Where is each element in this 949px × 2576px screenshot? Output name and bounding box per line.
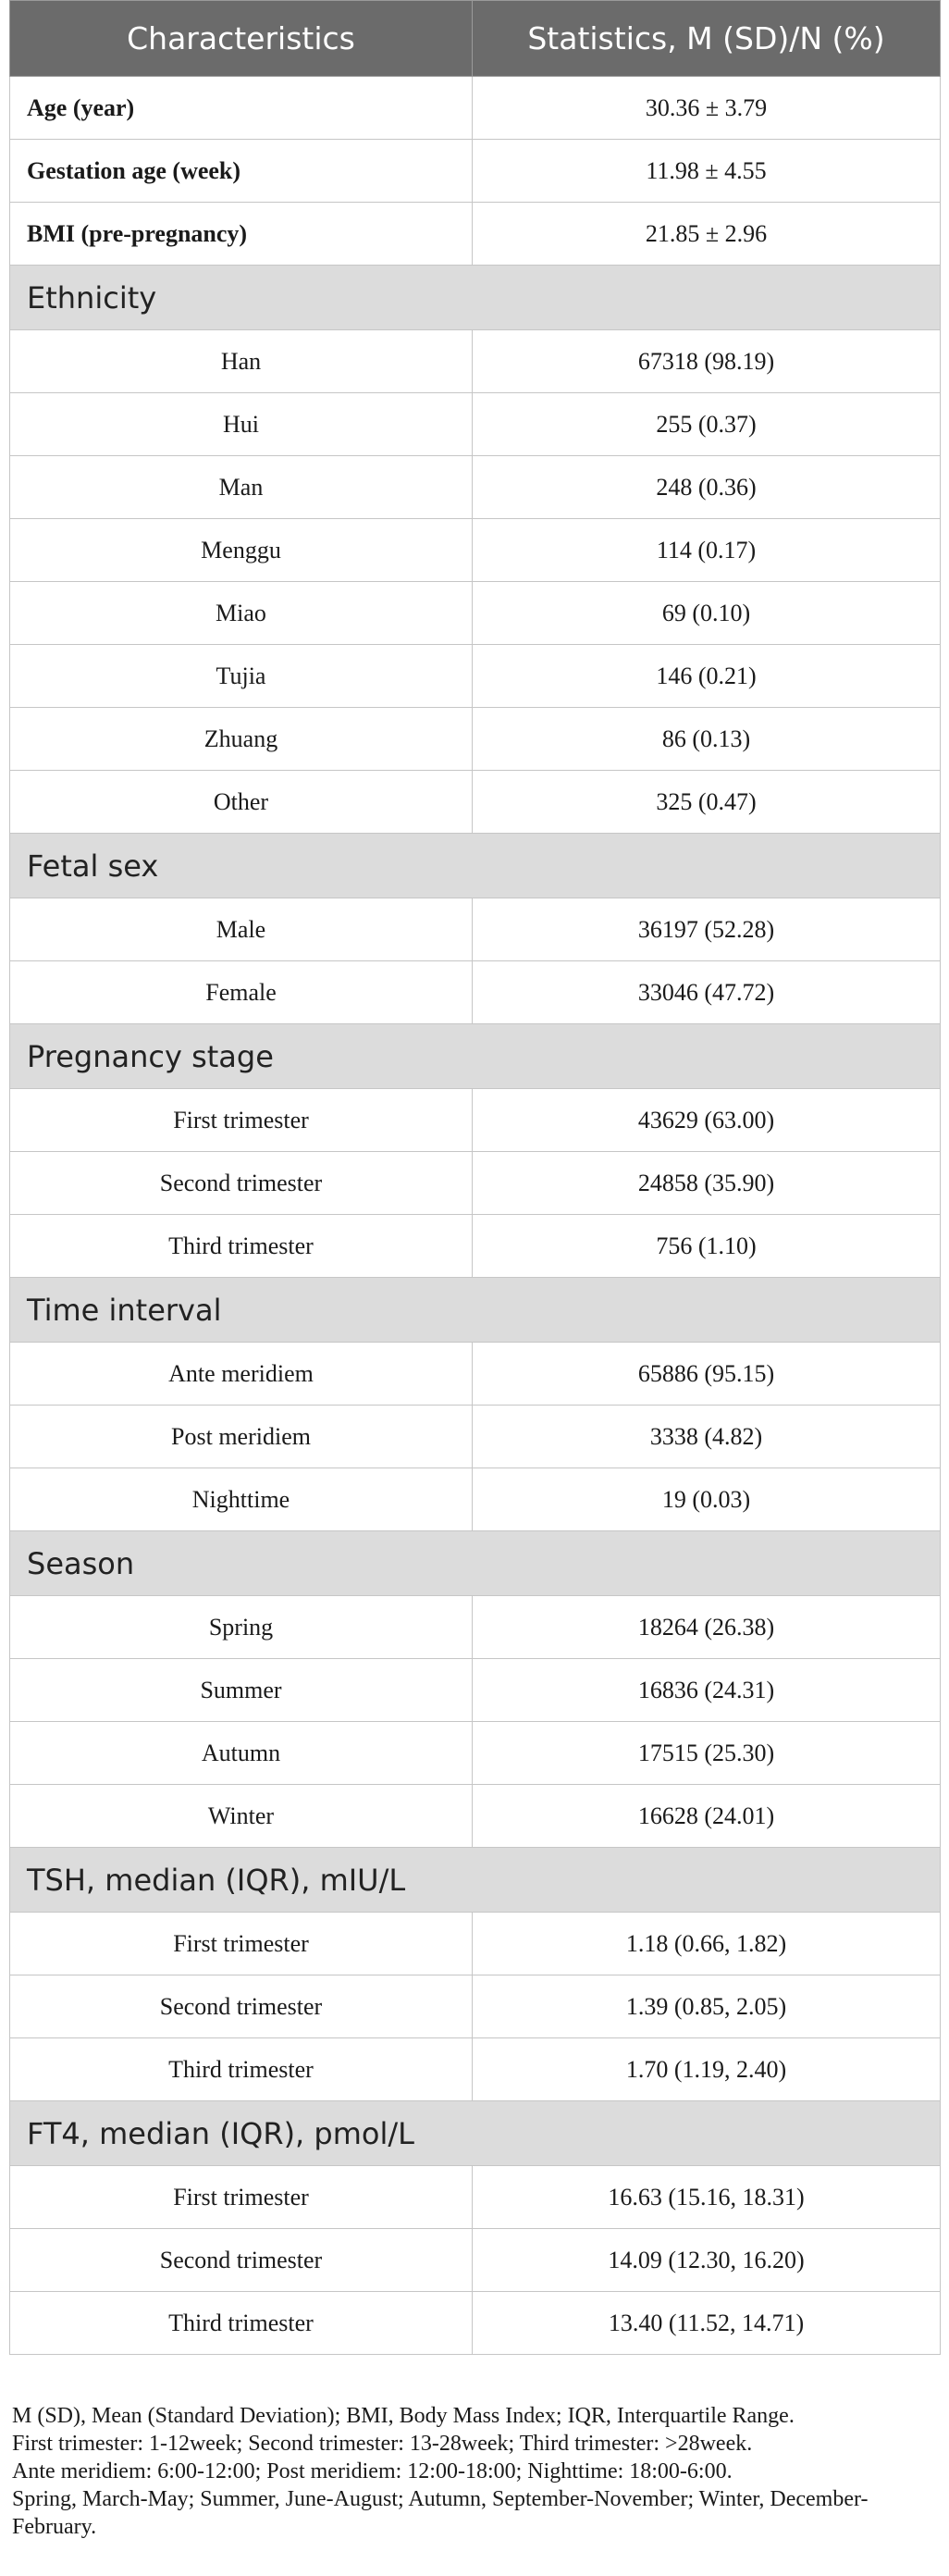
row-label: Third trimester [10,2292,473,2355]
table-row [10,771,941,834]
table-row [10,140,941,203]
row-label: Nighttime [10,1468,473,1531]
row-value: 65886 (95.15) [473,1343,941,1406]
table-row [10,1406,941,1468]
section-label: TSH, median (IQR), mIU/L [10,1848,941,1913]
row-value: 17515 (25.30) [473,1722,941,1785]
table-row [10,330,941,393]
table-row [10,519,941,582]
row-label: Second trimester [10,1975,473,2038]
table-row [10,2038,941,2101]
table-row [10,2229,941,2292]
row-label: Gestation age (week) [10,140,473,203]
row-value: 16.63 (15.16, 18.31) [473,2166,941,2229]
section-label: Season [10,1531,941,1596]
row-label: Ante meridiem [10,1343,473,1406]
row-label: Menggu [10,519,473,582]
row-label: Spring [10,1596,473,1659]
row-label: Man [10,456,473,519]
table-row [10,1975,941,2038]
table-row [10,1468,941,1531]
section-header-row [10,1848,941,1913]
row-value: 33046 (47.72) [473,961,941,1024]
row-value: 756 (1.10) [473,1215,941,1278]
row-value: 21.85 ± 2.96 [473,203,941,266]
row-label: Third trimester [10,2038,473,2101]
section-label: Pregnancy stage [10,1024,941,1089]
section-header-row [10,1024,941,1089]
row-label: Second trimester [10,1152,473,1215]
section-label: FT4, median (IQR), pmol/L [10,2101,941,2166]
row-label: Summer [10,1659,473,1722]
footnote-line: Spring, March-May; Summer, June-August; Autumn, September-November; Winter, December-February. [12,2487,869,2539]
row-label: Zhuang [10,708,473,771]
row-value: 16628 (24.01) [473,1785,941,1848]
section-header-row [10,2101,941,2166]
row-value: 30.36 ± 3.79 [473,77,941,140]
table-row [10,1343,941,1406]
footnote-line: First trimester: 1-12week; Second trimester: 13-28week; Third trimester: >28week. [12,2432,753,2456]
section-header-row [10,1531,941,1596]
section-label: Ethnicity [10,266,941,330]
section-label: Fetal sex [10,834,941,898]
section-header-row [10,266,941,330]
row-value: 248 (0.36) [473,456,941,519]
row-label: Autumn [10,1722,473,1785]
row-value: 11.98 ± 4.55 [473,140,941,203]
row-label: Han [10,330,473,393]
row-value: 16836 (24.31) [473,1659,941,1722]
row-label: First trimester [10,1913,473,1975]
table-row [10,898,941,961]
row-value: 13.40 (11.52, 14.71) [473,2292,941,2355]
row-label: Winter [10,1785,473,1848]
row-label: Second trimester [10,2229,473,2292]
row-value: 114 (0.17) [473,519,941,582]
row-value: 18264 (26.38) [473,1596,941,1659]
table-row [10,456,941,519]
row-label: First trimester [10,1089,473,1152]
row-label: Other [10,771,473,834]
table-row [10,1152,941,1215]
table-row [10,1089,941,1152]
table-row [10,77,941,140]
row-value: 14.09 (12.30, 16.20) [473,2229,941,2292]
row-value: 255 (0.37) [473,393,941,456]
table-row [10,203,941,266]
table-row [10,1785,941,1848]
row-value: 146 (0.21) [473,645,941,708]
section-header-row [10,1278,941,1343]
characteristics-table [9,0,941,2355]
table-row [10,645,941,708]
table-body [10,77,941,2355]
table-row [10,708,941,771]
footnote-line: Ante meridiem: 6:00-12:00; Post meridiem: 12:00-18:00; Nighttime: 18:00-6:00. [12,2459,733,2483]
table-row [10,2292,941,2355]
footnote-line: M (SD), Mean (Standard Deviation); BMI, Body Mass Index; IQR, Interquartile Range. [12,2404,795,2428]
row-label: Tujia [10,645,473,708]
table-footnotes [12,2402,937,2541]
row-value: 24858 (35.90) [473,1152,941,1215]
section-label: Time interval [10,1278,941,1343]
row-value: 19 (0.03) [473,1468,941,1531]
row-label: Post meridiem [10,1406,473,1468]
row-value: 1.18 (0.66, 1.82) [473,1913,941,1975]
row-label: BMI (pre-pregnancy) [10,203,473,266]
row-label: Female [10,961,473,1024]
table-row [10,2166,941,2229]
row-value: 86 (0.13) [473,708,941,771]
table-row [10,582,941,645]
row-label: Hui [10,393,473,456]
table-row [10,1913,941,1975]
header-statistics: Statistics, M (SD)/N (%) [473,1,941,77]
row-value: 69 (0.10) [473,582,941,645]
row-value: 3338 (4.82) [473,1406,941,1468]
table-row [10,961,941,1024]
row-label: Age (year) [10,77,473,140]
row-label: First trimester [10,2166,473,2229]
table-row [10,1215,941,1278]
section-header-row [10,834,941,898]
row-value: 1.39 (0.85, 2.05) [473,1975,941,2038]
row-value: 325 (0.47) [473,771,941,834]
row-value: 43629 (63.00) [473,1089,941,1152]
table-header-row [10,1,941,77]
row-label: Third trimester [10,1215,473,1278]
row-value: 67318 (98.19) [473,330,941,393]
table-row [10,1596,941,1659]
row-label: Miao [10,582,473,645]
row-value: 36197 (52.28) [473,898,941,961]
row-value: 1.70 (1.19, 2.40) [473,2038,941,2101]
table-row [10,393,941,456]
header-characteristics: Characteristics [10,1,473,77]
table-row [10,1659,941,1722]
row-label: Male [10,898,473,961]
table-row [10,1722,941,1785]
